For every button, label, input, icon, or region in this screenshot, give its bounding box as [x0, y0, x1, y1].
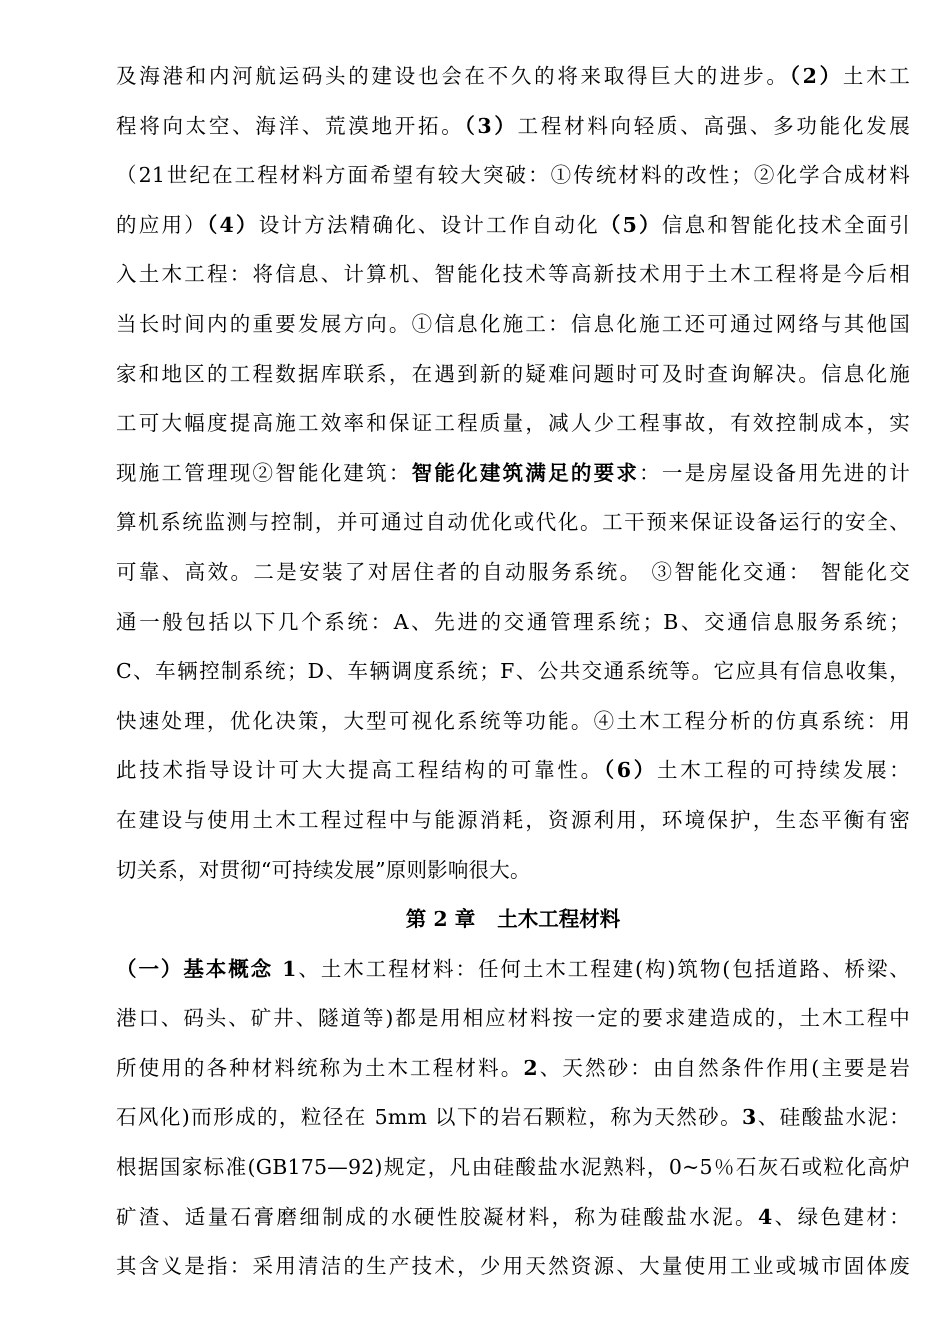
bold-marker: 3: [742, 1105, 757, 1130]
text-line: 算机系统监测与控制，并可通过自动优化或代化。工干预来保证设备运行的安全、: [116, 510, 910, 535]
document-page: [116, 52, 910, 1292]
text-run: ：一是房屋设备用先进的计: [639, 460, 910, 485]
bold-marker: （4）: [206, 212, 259, 237]
text-line: 当长时间内的重要发展方向。①信息化施工：信息化施工还可通过网络与其他国: [116, 311, 910, 336]
text-run: 所使用的各种材料统称为土木工程材料。: [116, 1055, 524, 1080]
text-line: 入土木工程：将信息、计算机、智能化技术等高新技术用于土木工程将是今后相: [116, 262, 910, 287]
text-line: 工可大幅度提高施工效率和保证工程质量，减人少工程事故，有效控制成本，实: [116, 411, 910, 436]
text-line: [116, 1044, 910, 1094]
text-line: [116, 102, 910, 152]
text-run: 、硅酸盐水泥：: [756, 1105, 910, 1130]
text-run: 石风化)而形成的，粒径在 5mm 以下的岩石颗粒，称为天然砂。: [116, 1105, 743, 1130]
text-run: 、天然砂：由自然条件作用(主要是岩: [537, 1055, 910, 1080]
text-line: C、车辆控制系统；D、车辆调度系统；F、公共交通系统等。它应具有信息收集，: [116, 659, 910, 684]
text-line: [116, 52, 910, 102]
text-run: 土木工: [842, 64, 910, 88]
bold-marker: （3）: [464, 113, 518, 138]
text-line: [116, 449, 910, 499]
text-run: 设计方法精确化、设计工作自动化: [258, 212, 600, 237]
text-line: [116, 746, 910, 796]
text-line: 快速处理，优化决策，大型可视化系统等功能。④土木工程分析的仿真系统：用: [116, 708, 910, 733]
text-line: 通一般包括以下几个系统：A、先进的交通管理系统；B、交通信息服务系统；: [116, 609, 910, 634]
bold-marker: （2）: [789, 64, 843, 88]
text-line: [116, 201, 910, 251]
text-run: 的应用）: [116, 212, 207, 237]
text-line: [116, 945, 910, 995]
text-line: 家和地区的工程数据库联系，在遇到新的疑难问题时可及时查询解决。信息化施: [116, 361, 910, 386]
text-line: [116, 1093, 910, 1143]
chapter-number: 第 2 章: [405, 907, 476, 932]
text-run: 工程材料向轻质、高强、多功能化发展: [517, 113, 910, 138]
text-run: 信息和智能化技术全面引: [661, 212, 910, 237]
text-run: 矿渣、适量石膏磨细制成的水硬性胶凝材料，称为硅酸盐水泥。: [116, 1204, 758, 1229]
text-line: 港口、码头、矿井、隧道等)都是用相应材料按一定的要求建造成的，土木工程中: [116, 1006, 910, 1031]
text-line: 可靠、高效。二是安装了对居住者的自动服务系统。 ③智能化交通： 智能化交: [116, 559, 910, 584]
text-run: 及海港和内河航运码头的建设也会在不久的将来取得巨大的进步。: [116, 64, 790, 88]
bold-term: 智能化建筑满足的要求: [411, 460, 640, 485]
text-line: 在建设与使用土木工程过程中与能源消耗，资源利用，环境保护，生态平衡有密: [116, 807, 910, 832]
text-run: 程将向太空、海洋、荒漠地开拓。: [116, 113, 465, 138]
text-line: 根据国家标准(GB175—92)规定，凡由硅酸盐水泥熟料，0~5％石灰石或粒化高炉: [116, 1155, 910, 1180]
text-line: [116, 1193, 910, 1243]
text-run: 土木工程的可持续发展：: [657, 758, 910, 783]
text-line: 其含义是指：采用清洁的生产技术，少用天然资源、大量使用工业或城市固体废: [116, 1254, 910, 1279]
bold-marker: （6）: [603, 758, 658, 783]
text-run: 现施工管理现②智能化建筑：: [116, 460, 412, 485]
bold-marker: 4: [757, 1204, 773, 1229]
text-run: 此技术指导设计可大大提高工程结构的可靠性。: [116, 758, 604, 783]
text-run: 、土木工程材料：任何土木工程建(构)筑物(包括道路、桥梁、: [296, 956, 911, 981]
chapter-heading: [116, 895, 910, 945]
section-label: （一）基本概念 1: [116, 956, 297, 981]
bold-marker: 2: [523, 1055, 538, 1080]
text-line: （21世纪在工程材料方面希望有较大突破：①传统材料的改性；②化学合成材料: [116, 163, 910, 188]
bold-marker: （5）: [599, 212, 662, 237]
text-line: 切关系，对贯彻“可持续发展”原则影响很大。: [116, 857, 531, 882]
chapter-title: 土木工程材料: [497, 907, 621, 932]
text-run: 、绿色建材：: [772, 1204, 910, 1229]
